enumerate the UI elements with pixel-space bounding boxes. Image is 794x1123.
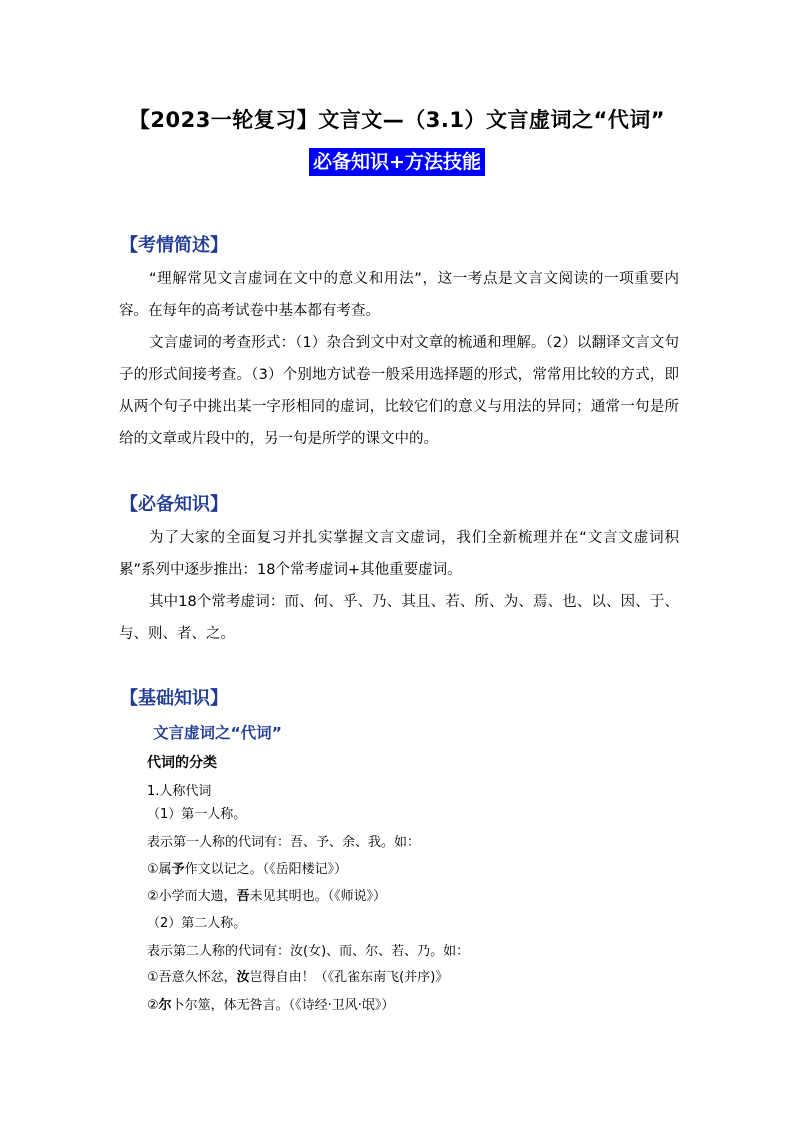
section-heading-bibei: 【必备知识】	[120, 494, 228, 515]
section-heading-jichu: 【基础知识】	[120, 688, 228, 709]
document-subtitle: 必备知识+方法技能	[309, 148, 485, 176]
example-3-pre: ①吾意久怀忿，	[147, 970, 237, 985]
example-4	[147, 994, 394, 1013]
example-4-pre: ②	[147, 998, 159, 1013]
subtitle-wrapper	[0, 148, 794, 176]
example-3	[147, 966, 448, 985]
first-person-heading: （1）第一人称。	[147, 807, 247, 822]
example-1-post: 作文以记之。（《岳阳楼记》）	[184, 862, 348, 877]
example-3-keyword: 汝	[236, 970, 250, 985]
document-title: 【2023一轮复习】文言文—（3.1）文言虚词之“代词”	[128, 108, 666, 132]
sub-heading-daici: 文言虚词之“代词”	[153, 724, 282, 742]
item-personal-pronoun: 1.人称代词	[147, 784, 212, 799]
example-2-keyword: 吾	[236, 889, 250, 904]
section-heading-kaoqing: 【考情简述】	[120, 235, 228, 256]
bibei-paragraph-2: 其中18个常考虚词：而、何、乎、乃、其且、若、所、为、焉、也、以、因、于、与、则、者、之。	[119, 594, 679, 642]
kaoqing-paragraph-2: 文言虚词的考查形式：（1）杂合到文中对文章的梳通和理解。（2）以翻译文言文句子的形式间接考查。（3）个别地方试卷一般采用选择题的形式，常常用比较的方式，即从两个句子中挑出某一字形相同的虚词，比较它们的意义与用法的异同；通常一句是所给的文章或片段中的，另一句是所学的课文中的。	[119, 335, 679, 447]
example-3-post: 岂得自由！（《孔雀东南飞(并序)》	[249, 970, 449, 985]
first-person-description: 表示第一人称的代词有：吾、予、余、我。如：	[147, 835, 421, 850]
example-1-pre: ①属	[147, 862, 172, 877]
example-1	[147, 858, 347, 877]
example-4-keyword: 尔	[158, 998, 172, 1013]
example-2-post: 未见其明也。（《师说》）	[249, 889, 387, 904]
example-4-post: 卜尔筮，体无咎言。（《诗经·卫风·氓》）	[171, 998, 395, 1013]
kaoqing-paragraph-1: “理解常见文言虚词在文中的意义和用法”，这一考点是文言文阅读的一项重要内容。在每年的高考试卷中基本都有考查。	[119, 271, 679, 319]
example-2	[147, 885, 386, 904]
second-person-heading: （2）第二人称。	[147, 916, 247, 931]
example-2-pre: ②小学而大遗，	[147, 889, 237, 904]
example-1-keyword: 予	[171, 862, 185, 877]
bibei-paragraph-1: 为了大家的全面复习并扎实掌握文言文虚词，我们全新梳理并在“文言文虚词积累”系列中逐步推出：18个常考虚词+其他重要虚词。	[119, 530, 679, 578]
classification-heading: 代词的分类	[147, 755, 217, 771]
second-person-description: 表示第二人称的代词有：汝(女)、而、尔、若、乃。如：	[147, 944, 470, 959]
